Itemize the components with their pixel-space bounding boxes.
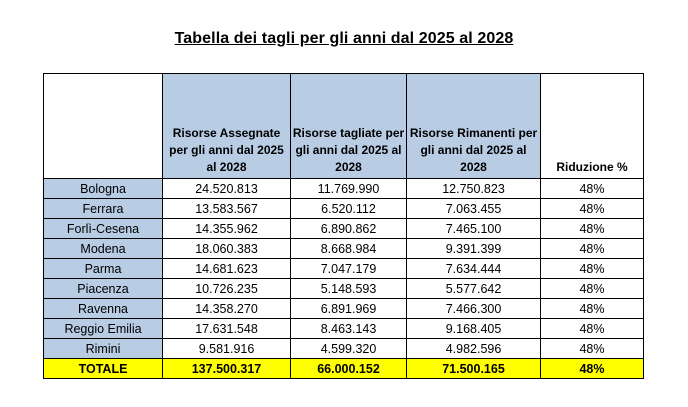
tagliate-cell: 6.890.862 <box>291 219 407 239</box>
cuts-table <box>43 73 644 379</box>
city-cell: Bologna <box>44 179 163 199</box>
tagliate-cell: 4.599.320 <box>291 339 407 359</box>
rimanenti-cell: 7.063.455 <box>407 199 541 219</box>
tagliate-cell: 8.463.143 <box>291 319 407 339</box>
tagliate-cell: 8.668.984 <box>291 239 407 259</box>
city-cell: Ferrara <box>44 199 163 219</box>
riduzione-cell: 48% <box>541 259 644 279</box>
riduzione-cell: 48% <box>541 179 644 199</box>
tagliate-cell: 11.769.990 <box>291 179 407 199</box>
tagliate-cell: 6.891.969 <box>291 299 407 319</box>
header-row <box>44 74 644 179</box>
table-row <box>44 299 644 319</box>
rimanenti-cell: 7.465.100 <box>407 219 541 239</box>
assegnate-cell: 14.355.962 <box>163 219 291 239</box>
header-rimanenti: Risorse Rimanenti per gli anni dal 2025 al 2028 <box>407 74 541 179</box>
rimanenti-cell: 9.391.399 <box>407 239 541 259</box>
table-row <box>44 199 644 219</box>
table-row <box>44 239 644 259</box>
city-cell: Forlì-Cesena <box>44 219 163 239</box>
tagliate-cell: 6.520.112 <box>291 199 407 219</box>
table-row <box>44 339 644 359</box>
riduzione-cell: 48% <box>541 279 644 299</box>
tagliate-cell: 5.148.593 <box>291 279 407 299</box>
tagliate-cell: 7.047.179 <box>291 259 407 279</box>
table-row <box>44 259 644 279</box>
assegnate-cell: 17.631.548 <box>163 319 291 339</box>
riduzione-cell: 48% <box>541 319 644 339</box>
header-tagliate: Risorse tagliate per gli anni dal 2025 al 2028 <box>291 74 407 179</box>
city-cell: Ravenna <box>44 299 163 319</box>
rimanenti-cell: 9.168.405 <box>407 319 541 339</box>
table-row <box>44 179 644 199</box>
rimanenti-cell: 12.750.823 <box>407 179 541 199</box>
header-empty-cell <box>44 74 163 179</box>
riduzione-cell: 48% <box>541 299 644 319</box>
rimanenti-cell: 5.577.642 <box>407 279 541 299</box>
city-cell: Parma <box>44 259 163 279</box>
page-title: Tabella dei tagli per gli anni dal 2025 al 2028 <box>174 30 514 47</box>
total-rimanenti: 71.500.165 <box>407 359 541 379</box>
rimanenti-cell: 7.466.300 <box>407 299 541 319</box>
table-row <box>44 319 644 339</box>
rimanenti-cell: 4.982.596 <box>407 339 541 359</box>
assegnate-cell: 18.060.383 <box>163 239 291 259</box>
riduzione-cell: 48% <box>541 219 644 239</box>
assegnate-cell: 24.520.813 <box>163 179 291 199</box>
assegnate-cell: 14.358.270 <box>163 299 291 319</box>
city-cell: Rimini <box>44 339 163 359</box>
table-row <box>44 279 644 299</box>
header-assegnate: Risorse Assegnate per gli anni dal 2025 al 2028 <box>163 74 291 179</box>
rimanenti-cell: 7.634.444 <box>407 259 541 279</box>
riduzione-cell: 48% <box>541 239 644 259</box>
city-cell: Reggio Emilia <box>44 319 163 339</box>
total-assegnate: 137.500.317 <box>163 359 291 379</box>
header-riduzione: Riduzione % <box>541 74 644 179</box>
riduzione-cell: 48% <box>541 339 644 359</box>
assegnate-cell: 14.681.623 <box>163 259 291 279</box>
total-row <box>44 359 644 379</box>
city-cell: Modena <box>44 239 163 259</box>
total-riduzione: 48% <box>541 359 644 379</box>
city-cell: Piacenza <box>44 279 163 299</box>
assegnate-cell: 13.583.567 <box>163 199 291 219</box>
total-label: TOTALE <box>44 359 163 379</box>
assegnate-cell: 10.726.235 <box>163 279 291 299</box>
table-row <box>44 219 644 239</box>
riduzione-cell: 48% <box>541 199 644 219</box>
assegnate-cell: 9.581.916 <box>163 339 291 359</box>
total-tagliate: 66.000.152 <box>291 359 407 379</box>
